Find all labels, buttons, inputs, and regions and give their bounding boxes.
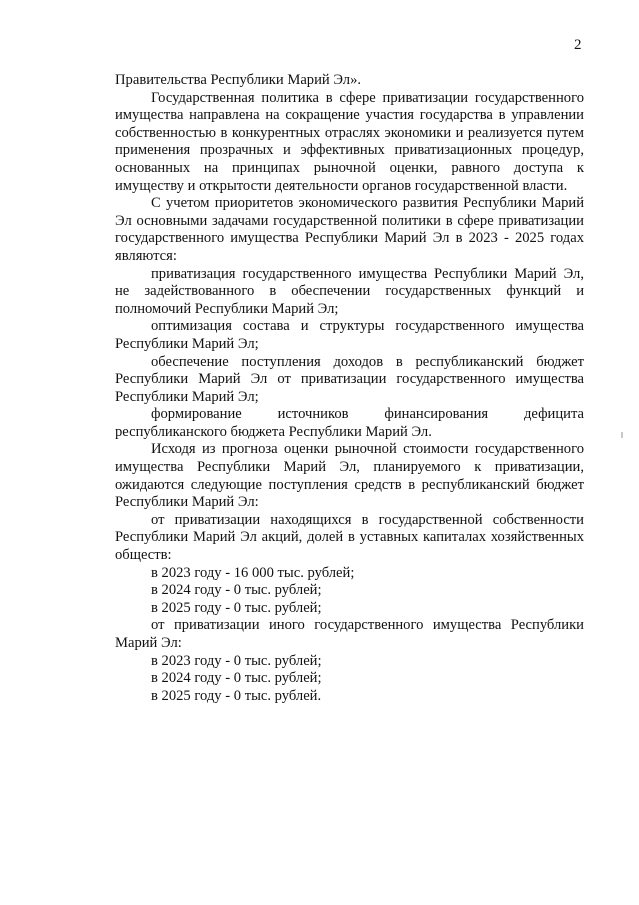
document-body (115, 72, 584, 705)
paragraph-continuation: Правительства Республики Марий Эл». (115, 72, 362, 88)
list-item-shares-2025: в 2025 году - 0 тыс. рублей; (151, 599, 322, 616)
list-item-other-2025: в 2025 году - 0 тыс. рублей. (151, 687, 322, 704)
paragraph-other-property: от приватизации иного государственного имущества Республики Марий Эл: (115, 617, 584, 651)
scan-artifact (621, 432, 623, 438)
list-item-shares-2024: в 2024 году - 0 тыс. рублей; (151, 582, 322, 599)
page-number: 2 (574, 37, 582, 53)
paragraph-tasks-intro: С учетом приоритетов экономического развития Республики Марий Эл основными задачами государственной политики в сфере приватизации государственного имущества Республики Марий Эл в 2023 - 2025 годах являются: (115, 195, 584, 264)
list-item-shares-2023: в 2023 году - 16 000 тыс. рублей; (151, 564, 355, 581)
paragraph-task-deficit: формирование источников финансирования дефицита республиканского бюджета Республики Марий Эл. (115, 406, 584, 440)
list-item-other-2023: в 2023 году - 0 тыс. рублей; (151, 652, 322, 669)
paragraph-forecast: Исходя из прогноза оценки рыночной стоимости государственного имущества Республики Марий Эл, планируемого к приватизации, ожидаются следующие поступления средств в республиканский бюджет Республики Марий Эл: (115, 441, 584, 511)
list-item-other-2024: в 2024 году - 0 тыс. рублей; (151, 670, 322, 687)
paragraph-task-optimization: оптимизация состава и структуры государственного имущества Республики Марий Эл; (115, 318, 584, 352)
paragraph-task-revenue: обеспечение поступления доходов в республиканский бюджет Республики Марий Эл от приватизации государственного имущества Республики Марий Эл; (115, 353, 584, 405)
paragraph-shares: от приватизации находящихся в государственной собственности Республики Марий Эл акций, долей в уставных капиталах хозяйственных обществ: (115, 511, 584, 564)
paragraph-task-privatization: приватизация государственного имущества Республики Марий Эл, не задействованного в обеспечении государственных функций и полномочий Республики Марий Эл; (115, 265, 584, 317)
paragraph-policy: Государственная политика в сфере приватизации государственного имущества направлена на сокращение участия государства в управлении собственностью в конкурентных отраслях экономики и реализуется путем применения прозрачных и эффективных приватизационных процедур, основанных на принципах рыночной оценки, равного доступа к имуществу и открытости деятельности органов государственной власти. (115, 89, 584, 194)
